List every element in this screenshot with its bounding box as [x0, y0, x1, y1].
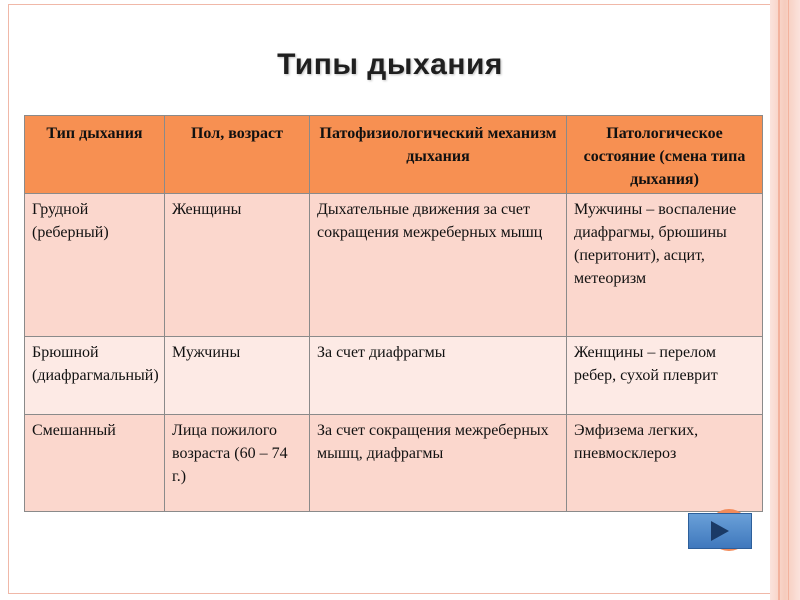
cell-type: Грудной (реберный): [25, 194, 165, 337]
cell-mechanism: За счет сокращения межреберных мышц, диафрагмы: [310, 415, 567, 512]
cell-mechanism: Дыхательные движения за счет сокращения межреберных мышц: [310, 194, 567, 337]
header-pathology: Патологическое состояние (смена типа дыхания): [567, 116, 763, 194]
decorative-stripe: [770, 0, 800, 600]
cell-pathology: Женщины – перелом ребер, сухой плеврит: [567, 337, 763, 415]
table-row: [25, 415, 763, 512]
cell-pathology: Эмфизема легких, пневмосклероз: [567, 415, 763, 512]
cell-pathology: Мужчины – воспаление диафрагмы, брюшины (перитонит), асцит, метеоризм: [567, 194, 763, 337]
cell-mechanism: За счет диафрагмы: [310, 337, 567, 415]
table-header-row: [25, 116, 763, 194]
table-row: [25, 337, 763, 415]
header-mechanism: Патофизиологический механизм дыхания: [310, 116, 567, 194]
cell-sex-age: Мужчины: [165, 337, 310, 415]
next-slide-button[interactable]: [688, 513, 752, 549]
play-arrow-icon: [711, 521, 729, 541]
breathing-types-table: [24, 115, 763, 512]
table-row: [25, 194, 763, 337]
header-sex-age: Пол, возраст: [165, 116, 310, 194]
slide-title: Типы дыхания: [277, 48, 503, 81]
cell-type: Смешанный: [25, 415, 165, 512]
cell-sex-age: Женщины: [165, 194, 310, 337]
cell-sex-age: Лица пожилого возраста (60 – 74 г.): [165, 415, 310, 512]
header-type: Тип дыхания: [25, 116, 165, 194]
navigation-area: [688, 505, 756, 551]
cell-type: Брюшной (диафрагмальный): [25, 337, 165, 415]
